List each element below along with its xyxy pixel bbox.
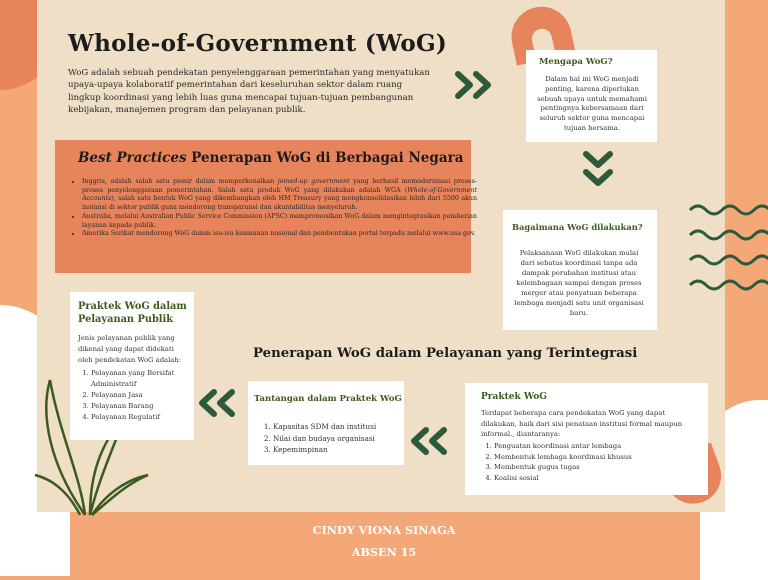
best-practices-list	[70, 178, 477, 239]
author-name: CINDY VIONA SINAGA	[312, 523, 456, 537]
list-item: 1. Kapasitas SDM dan institusi	[273, 421, 413, 433]
praktek-pelayanan-heading: Praktek WoG dalam Pelayanan Publik	[78, 301, 187, 325]
mengapa-body: Dalam hal ini WoG menjadi penting, karena diperlukan sebuah upaya untuk memahami pentingnya kebersamaan dari seluruh sektor guna mencapai tujuan bersama.	[537, 75, 647, 132]
list-item: 3. Membentuk gugus tugas	[494, 462, 714, 473]
list-item: 4. Pelayanan Regulatif	[91, 412, 201, 423]
best-practices-title-rest: Penerapan WoG di Berbagai Negara	[186, 150, 464, 166]
praktek-list	[481, 441, 714, 483]
bagaimana-card	[503, 210, 657, 330]
intro-paragraph: WoG adalah sebuah pendekatan penyelenggaraan pemerintahan yang menyatukan upaya-upaya kolaboratif pemerintahan dari keseluruhan sektor dalam ruang lingkup koordinasi yang lebih luas guna mencapai tujuan-tujuan pembangunan kebijakan, manajemen program dan pelayanan publik.	[68, 68, 430, 116]
list-item: 1. Penguatan koordinasi antar lembaga	[494, 441, 714, 452]
list-item: 1. Pelayanan yang Bersifat Administratif	[91, 368, 201, 390]
bp-item-text: Inggris, adalah salah satu pionir dalam memperkenalkan	[82, 178, 278, 185]
praktek-card	[465, 383, 708, 495]
tantangan-heading: Tantangan dalam Praktek WoG	[254, 394, 402, 404]
praktek-heading: Praktek WoG	[481, 392, 547, 402]
praktek-pelayanan-list	[78, 368, 201, 423]
praktek-pelayanan-body: Jenis pelayanan publik yang dikenal yang dapat didekati oleh pendekatan WoG adalah:	[78, 334, 181, 364]
praktek-body: Terdapat beberapa cara pendekatan WoG yang dapat dilakukan, baik dari sisi penataan institusi formal maupun informal., diantaranya:	[481, 409, 683, 439]
section-heading: Penerapan WoG dalam Pelayanan yang Terintegrasi	[253, 346, 638, 361]
chevron-right-icon	[454, 70, 498, 100]
chevron-down-icon	[582, 150, 614, 192]
chevron-left-icon	[410, 426, 456, 456]
list-item: 2. Membentuk lembaga koordinasi khusus	[494, 452, 714, 463]
list-item: • Amerika Serikat mendorong WoG dalam isu-isu keamanan nasional dan pembentukan portal terpadu melalui www.usa.gov.	[82, 230, 477, 239]
list-item	[82, 178, 477, 213]
list-item: 2. Nilai dan budaya organisasi	[273, 433, 413, 445]
list-item: • Australia, melalui Australian Public Service Commission (APSC) mempromosikan WoG dalam mengintegrasikan pemberian layanan kepada publik.	[82, 213, 477, 230]
page-title: Whole-of-Government (WoG)	[68, 30, 448, 57]
bagaimana-body: Pelaksanaan WoG dilakukan mulai dari sebatas koordinasi tanpa ada dampak perubahan institusi atau kelembagaan sampai dengan proses merger atau penyatuan beberapa lembaga menjadi satu unit organisasi baru.	[514, 249, 644, 317]
best-practices-title-italic: Best Practices	[78, 150, 187, 166]
tantangan-list	[260, 421, 413, 456]
mengapa-heading: Mengapa WoG?	[539, 57, 613, 67]
best-practices-title	[78, 150, 463, 166]
list-item: 2. Pelayanan Jasa	[91, 390, 201, 401]
bp-item-text: ), salah satu bentuk WoG yang dikembangkan oleh HM Treasury yang mengkonsolidasikan lebih dari 5500 akun instansi di sektor publik guna mendorong transparansi dan akuntabilitas menyeluruh.	[82, 195, 477, 212]
bp-item-text: yang berhasil memodernisasi proses-proses penyelenggaraan pemerintahan. Salah satu produk WoG yang dilakukan adalah WGA (	[82, 178, 478, 194]
mengapa-card	[526, 50, 657, 142]
list-item: 4. Koalisi sosial	[494, 473, 714, 484]
bp-item-italic: joined-up government	[277, 178, 350, 185]
wavy-lines-icon	[690, 200, 768, 310]
bp-item-italic: Whole-of-Government Accounts	[82, 186, 477, 203]
list-item: 3. Kepemimpinan	[273, 444, 413, 456]
author-absen: ABSEN 15	[351, 545, 417, 559]
praktek-pelayanan-card	[70, 292, 194, 440]
bagaimana-heading: Bagaimana WoG dilakukan?	[512, 222, 643, 232]
tantangan-card	[248, 381, 404, 465]
list-item: 3. Pelayanan Barang	[91, 401, 201, 412]
chevron-left-icon	[198, 388, 244, 418]
